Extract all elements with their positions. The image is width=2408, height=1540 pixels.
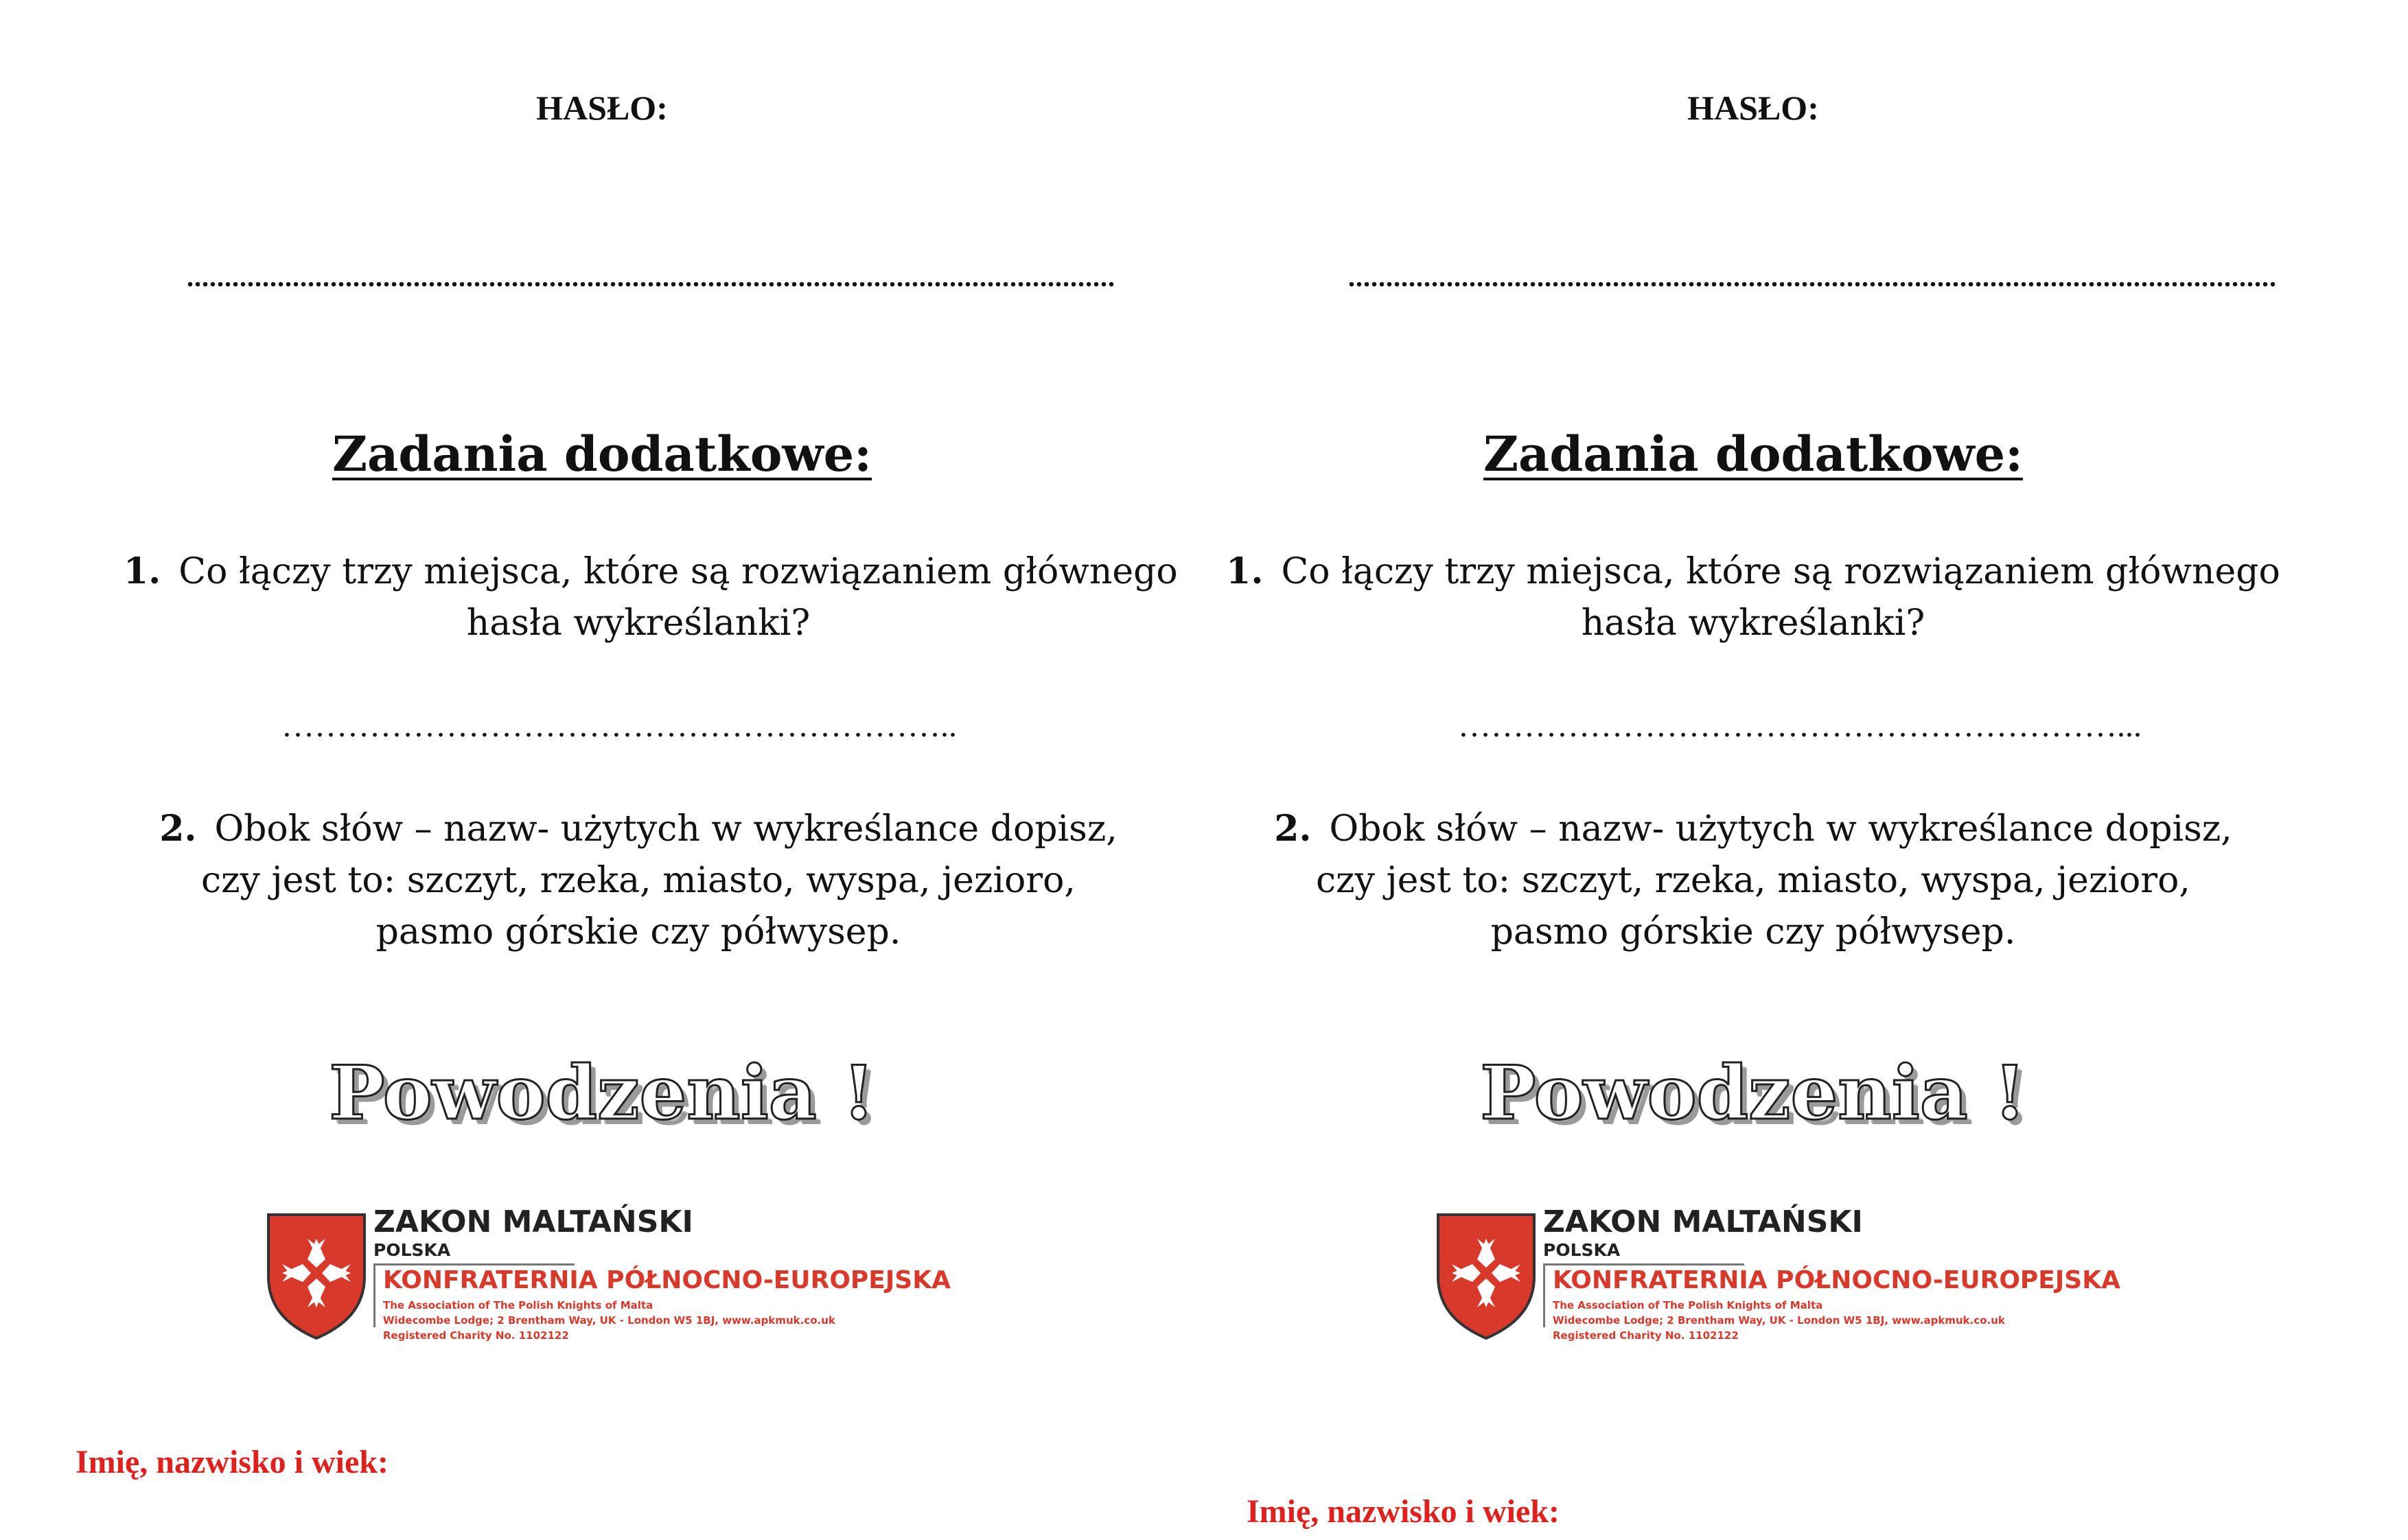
extra-tasks-heading: Zadania dodatkowe: [1483,425,2024,482]
order-of-malta-logo [1435,1204,2120,1349]
task-2-text-1: Obok słów – nazw- użytych w wykreślance dopisz, [214,808,1118,850]
password-label: HASŁO: [1687,89,1819,127]
name-age-label: Imię, nazwisko i wiek: [76,1444,389,1480]
task-1-text-1: Co łączy trzy miejsca, które są rozwiązaniem głównego [1281,551,2280,592]
logo-confraternity: KONFRATERNIA PÓŁNOCNO-EUROPEJSKA [383,1266,951,1294]
task-1-answer-line: ……………………………………………………... [1458,708,2142,744]
logo-confraternity: KONFRATERNIA PÓŁNOCNO-EUROPEJSKA [1553,1266,2120,1294]
task-1-text-1: Co łączy trzy miejsca, które są rozwiązaniem głównego [178,551,1178,592]
right-sheet [1204,0,2408,1540]
name-age-label: Imię, nazwisko i wiek: [1247,1493,1560,1530]
extra-tasks-heading: Zadania dodatkowe: [332,425,872,482]
order-of-malta-logo [265,1204,951,1349]
task-2-line-2: czy jest to: szczyt, rzeka, miasto, wyspa, jezioro, [1316,860,2190,901]
task-1-line-1 [1204,546,2302,598]
good-luck-text: Powodzenia ! [1480,1050,2026,1136]
good-luck-text: Powodzenia ! [329,1050,875,1136]
logo-charity: Registered Charity No. 1102122 [383,1329,569,1342]
logo-address: Widecombe Lodge; 2 Brentham Way, UK - London W5 1BJ, www.apkmuk.co.uk [1553,1314,2005,1327]
logo-title: ZAKON MALTAŃSKI [373,1204,693,1239]
task-2 [124,803,1153,958]
logo-association: The Association of The Polish Knights of Malta [383,1299,653,1311]
maltese-cross-shield-icon [1435,1211,1538,1342]
maltese-cross-shield-icon [265,1211,368,1342]
task-1-number: 1. [1226,550,1264,592]
task-1-number: 1. [124,550,161,592]
task-2-line-2: czy jest to: szczyt, rzeka, miasto, wyspa, jezioro, [201,860,1076,901]
task-2-line-1 [124,803,1153,855]
task-1-line-1 [124,546,1178,598]
task-1-line-2: hasła wykreślanki? [1581,603,1925,644]
logo-subtitle: POLSKA [1543,1240,1621,1260]
logo-association: The Association of The Polish Knights of Malta [1553,1299,1823,1311]
password-answer-line: ........................................................................................................................... [187,261,1115,292]
task-2-number: 2. [1274,808,1312,850]
task-2-text-1: Obok słów – nazw- użytych w wykreślance dopisz, [1329,808,2232,850]
logo-charity: Registered Charity No. 1102122 [1553,1329,1739,1342]
password-label: HASŁO: [536,89,668,127]
logo-subtitle: POLSKA [373,1240,451,1260]
task-2-line-1 [1204,803,2302,855]
task-2-line-3: pasmo górskie czy półwysep. [375,911,901,953]
logo-title: ZAKON MALTAŃSKI [1543,1204,1863,1239]
logo-address: Widecombe Lodge; 2 Brentham Way, UK - London W5 1BJ, www.apkmuk.co.uk [383,1314,835,1327]
task-2-number: 2. [159,808,197,850]
task-2 [1204,803,2302,958]
task-1-line-2: hasła wykreślanki? [466,603,811,644]
task-1 [124,546,1178,649]
password-answer-line: ........................................................................................................................... [1348,261,2277,292]
task-1-answer-line: …………………………………………………….. [281,708,957,744]
task-2-line-3: pasmo górskie czy półwysep. [1490,911,2016,953]
task-1 [1204,546,2302,649]
